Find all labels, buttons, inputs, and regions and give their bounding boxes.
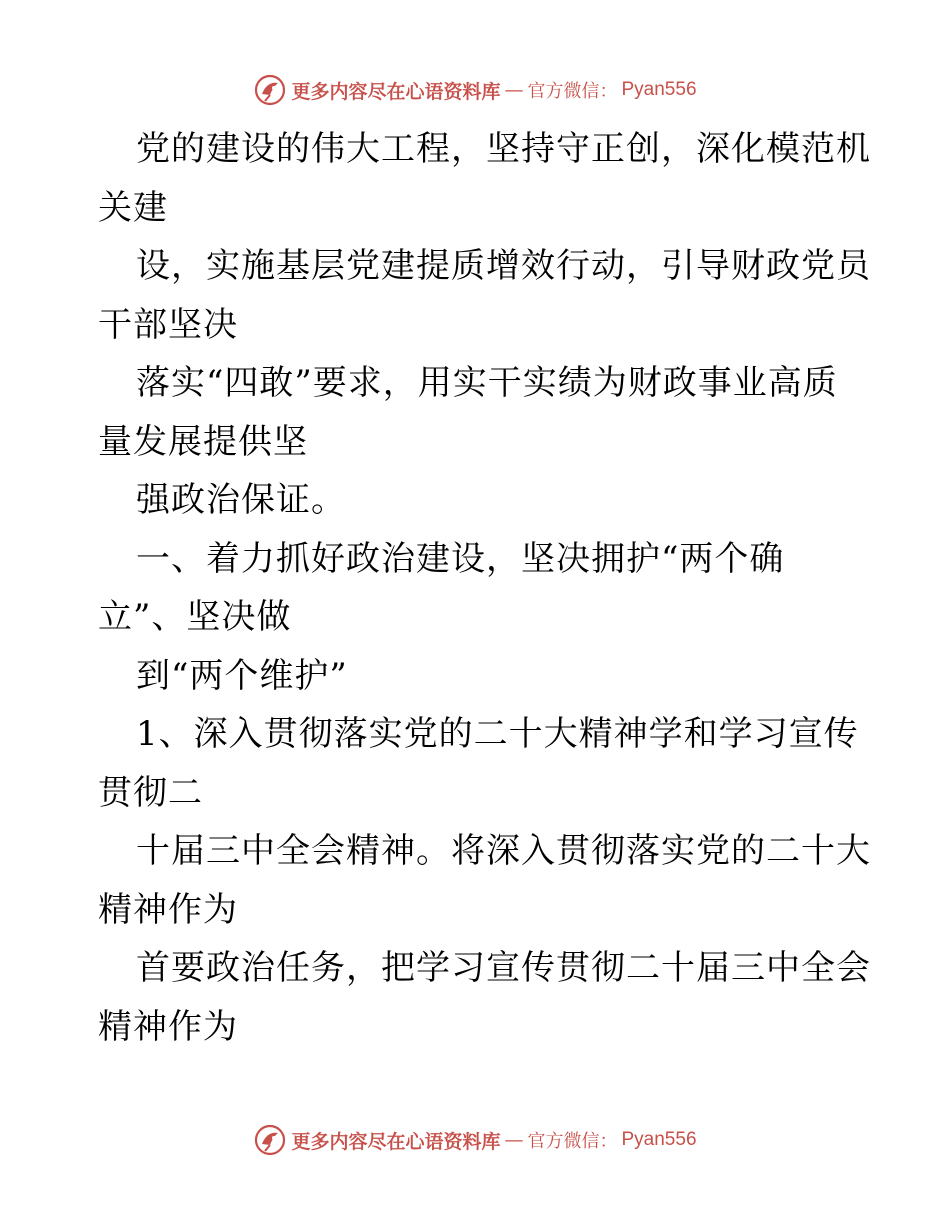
header-brand-text: 更多内容尽在心语资料库 (291, 80, 501, 103)
footer-brand (253, 1123, 696, 1157)
footer-brand-text: 更多内容尽在心语资料库 (291, 1130, 501, 1153)
header-wechat-label: 官方微信： (527, 81, 618, 102)
body-line: 干部坚决 (98, 304, 238, 345)
body-line: 党的建设的伟大工程，坚持守正创，深化模范机 (136, 129, 871, 169)
body-line: 关建 (98, 187, 168, 228)
body-line: 落实“四敢”要求，用实干实绩为财政事业高质 (136, 363, 838, 403)
header-wechat-id: Pyan556 (621, 79, 697, 100)
footer-wechat-id: Pyan556 (621, 1129, 697, 1150)
body-line: 量发展提供坚 (98, 421, 308, 462)
body-line: 十届三中全会精神。将深入贯彻落实党的二十大 (136, 831, 871, 871)
body-line: 贯彻二 (98, 772, 203, 813)
header-separator: — (504, 79, 524, 101)
body-line: 首要政治任务，把学习宣传贯彻二十届三中全会 (136, 948, 871, 988)
body-line: 设，实施基层党建提质增效行动，引导财政党员 (136, 246, 871, 286)
body-line: 到“两个维护” (136, 655, 348, 696)
body-line: 强政治保证。 (136, 480, 346, 520)
logo-icon (253, 1123, 287, 1157)
header-brand (253, 73, 696, 107)
footer-wechat-label: 官方微信： (527, 1131, 618, 1152)
footer-separator: — (504, 1129, 524, 1151)
body-line: 精神作为 (98, 889, 238, 930)
body-line: 立”、坚决做 (98, 597, 292, 637)
page-footer (0, 1120, 950, 1160)
body-line: 1、深入贯彻落实党的二十大精神学和学习宣传 (136, 714, 859, 754)
body-line: 精神作为 (98, 1006, 238, 1047)
page-header (0, 70, 950, 110)
section-heading: 一、着力抓好政治建设，坚决拥护“两个确 (136, 538, 785, 579)
logo-icon (253, 73, 287, 107)
document-body (98, 120, 871, 1056)
